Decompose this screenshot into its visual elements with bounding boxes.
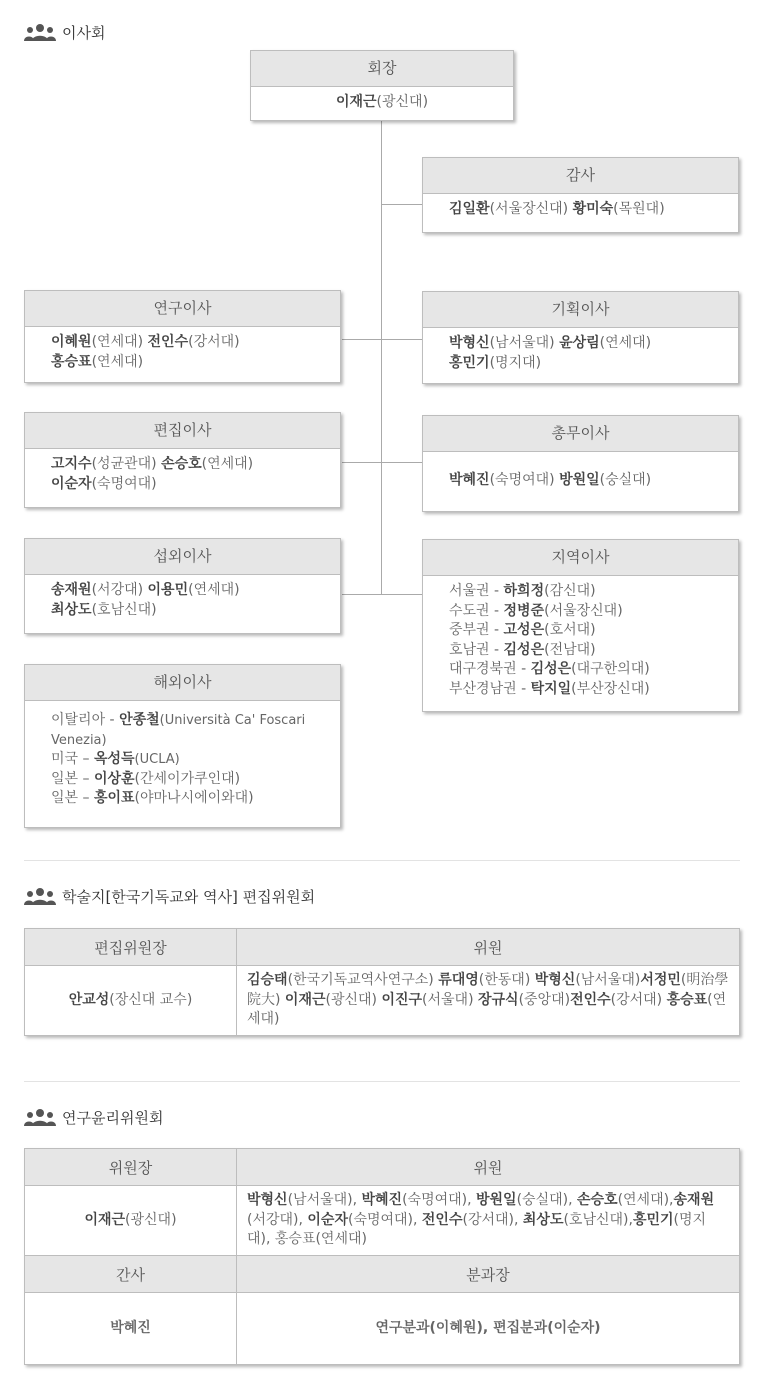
journal-head-column: 편집위원장	[25, 929, 237, 966]
member-affiliation: (明治學院大)	[247, 972, 729, 1008]
member-affiliation: (연세대)	[247, 991, 727, 1028]
member-affiliation: 이탈리아 -	[51, 712, 120, 728]
member-affiliation: (숙명여대),	[347, 1211, 422, 1228]
member-line	[51, 581, 340, 601]
group-icon	[24, 887, 56, 905]
member-name: 이진구	[381, 991, 423, 1008]
member-affiliation: (광신대)	[125, 1211, 177, 1228]
member-name: 송재원	[673, 1192, 715, 1209]
journal-members-column: 위원	[237, 929, 740, 966]
ethics-title: 연구윤리위원회	[62, 1108, 164, 1127]
ethics-members-column: 위원	[237, 1149, 740, 1186]
member-line	[247, 1192, 674, 1208]
member-name: 방원일	[476, 1192, 517, 1209]
member-name: 이재근	[284, 991, 326, 1008]
editing-general-connector	[342, 462, 422, 463]
journal-title: 학술지[한국기독교와 역사] 편집위원회	[62, 887, 316, 906]
member-line	[449, 602, 738, 622]
member-affiliation: (광신대)	[376, 94, 429, 110]
journal-section-title	[24, 886, 315, 906]
member-name: 이재근	[84, 1211, 126, 1228]
member-affiliation: (광신대)	[325, 991, 382, 1008]
member-name: 서정민	[640, 972, 681, 989]
regional-director-body	[423, 576, 738, 705]
member-affiliation: (남서울대)	[575, 972, 641, 989]
ethics-head-cell	[25, 1186, 237, 1256]
member-affiliation: 서울권 -	[449, 583, 504, 599]
member-name: 김성은	[530, 661, 572, 677]
member-affiliation: 대구경북권 -	[449, 661, 531, 677]
member-name: 최상도	[522, 1211, 564, 1228]
ethics-members-cell	[237, 1186, 740, 1256]
member-name: 홍승표	[51, 353, 92, 370]
org-trunk-line	[381, 121, 382, 594]
member-name: 고지수	[51, 456, 92, 472]
member-affiliation: (서울장신대)	[489, 201, 573, 217]
member-affiliation: 일본 –	[51, 790, 94, 806]
member-affiliation: (한국기독교역사연구소)	[287, 972, 439, 989]
member-affiliation: (목원대)	[613, 201, 665, 217]
overseas-director-body	[25, 701, 340, 815]
member-name: 류대영	[438, 972, 479, 989]
member-affiliation: (숙명여대)	[91, 475, 157, 492]
board-section-title	[24, 22, 105, 42]
member-line	[449, 334, 738, 354]
member-name: 이용민	[147, 582, 189, 598]
member-affiliation: (서강대),	[247, 1211, 308, 1228]
member-affiliation: (연세대)	[91, 334, 148, 350]
member-name: 홍민기	[449, 354, 490, 371]
member-name: 탁지일	[530, 680, 572, 697]
member-line	[449, 200, 738, 220]
member-name: 이순자	[307, 1211, 348, 1228]
section-divider	[24, 1081, 740, 1082]
member-line	[51, 711, 326, 750]
member-name: 박혜진	[361, 1192, 403, 1209]
member-name: 장규식	[477, 991, 519, 1008]
member-affiliation: (강서대)	[188, 334, 240, 350]
member-affiliation: (연세대),	[617, 1192, 674, 1209]
member-line	[247, 972, 640, 988]
journal-committee-table	[24, 928, 740, 1036]
member-affiliation: (전남대)	[544, 641, 596, 658]
member-name: 이상훈	[93, 770, 135, 787]
member-affiliation: (숭실대),	[516, 1192, 577, 1209]
member-affiliation: (성균관대)	[91, 456, 162, 472]
planning-director-heading: 기획이사	[423, 292, 738, 328]
member-line	[449, 354, 738, 374]
member-line	[51, 455, 340, 475]
member-line	[51, 770, 326, 790]
chairman-box	[250, 50, 514, 121]
member-affiliation: (장신대 교수)	[109, 991, 193, 1008]
ethics-committee-table	[24, 1148, 740, 1365]
member-affiliation: 중부권 -	[449, 622, 504, 638]
ethics-subcommittee-cell: 연구분과(이혜원), 편집분과(이순자)	[237, 1293, 740, 1365]
member-affiliation: (명지대), 홍승표(연세대)	[247, 1211, 707, 1248]
member-affiliation: (연세대)	[599, 335, 652, 351]
member-affiliation: (서강대)	[91, 582, 148, 598]
member-affiliation: (남서울대)	[489, 335, 560, 351]
member-line	[251, 93, 513, 113]
member-line	[51, 789, 326, 809]
member-affiliation: (호남신대),	[563, 1211, 633, 1228]
external-regional-connector	[342, 594, 422, 595]
board-title: 이사회	[62, 23, 106, 42]
member-name: 손승호	[576, 1192, 618, 1209]
member-line	[449, 582, 738, 602]
member-affiliation: (간세이가쿠인대)	[134, 770, 241, 787]
member-affiliation: (한동대)	[478, 972, 535, 989]
editing-director-box	[24, 412, 341, 508]
member-affiliation: (연세대)	[201, 456, 254, 472]
regional-director-heading: 지역이사	[423, 540, 738, 576]
external-director-heading: 섭외이사	[25, 539, 340, 575]
member-affiliation: 호남권 -	[449, 641, 504, 658]
group-icon	[24, 23, 56, 41]
ethics-secretary-cell: 박혜진	[25, 1293, 237, 1365]
research-planning-connector	[342, 339, 422, 340]
member-name: 김성은	[503, 641, 545, 658]
general-director-heading: 총무이사	[423, 416, 738, 452]
member-name: 박혜진	[449, 472, 490, 488]
overseas-director-box	[24, 664, 341, 828]
member-affiliation: (명지대)	[489, 354, 542, 371]
member-line	[51, 353, 340, 373]
member-affiliation: (UCLA)	[134, 752, 180, 767]
journal-members-cell	[237, 966, 740, 1036]
member-affiliation: (남서울대),	[287, 1192, 362, 1209]
member-affiliation: 수도권 -	[449, 602, 504, 619]
member-affiliation: (숭실대)	[599, 472, 652, 488]
external-director-body	[25, 575, 340, 626]
member-name: 이혜원	[51, 334, 92, 350]
member-line	[51, 475, 340, 495]
member-name: 이순자	[51, 475, 92, 492]
member-name: 홍승표	[666, 991, 708, 1008]
member-affiliation: 미국 –	[51, 751, 94, 767]
editing-director-heading: 편집이사	[25, 413, 340, 449]
research-director-heading: 연구이사	[25, 291, 340, 327]
member-affiliation: (호남신대)	[91, 601, 157, 618]
member-affiliation: (야마나시에이와대)	[134, 790, 254, 806]
overseas-director-heading: 해외이사	[25, 665, 340, 701]
member-affiliation: (감신대)	[544, 583, 596, 599]
journal-head-cell	[25, 966, 237, 1036]
member-line	[51, 333, 340, 353]
ethics-subcommittee-column: 분과장	[237, 1256, 740, 1293]
member-name: 김일환	[449, 201, 490, 217]
member-affiliation: (숙명여대)	[489, 472, 560, 488]
member-affiliation: (숙명여대),	[402, 1192, 476, 1209]
research-director-body	[25, 327, 340, 378]
auditor-connector	[381, 204, 422, 205]
member-name: 전인수	[421, 1211, 463, 1228]
member-affiliation: (부산장신대)	[571, 680, 650, 697]
member-affiliation: (강서대),	[462, 1211, 523, 1228]
regional-director-box	[422, 539, 739, 712]
member-affiliation: (서울대)	[422, 991, 478, 1008]
member-line	[449, 641, 738, 661]
member-line	[449, 660, 738, 680]
member-name: 홍이표	[93, 790, 135, 806]
member-name: 박형신	[449, 335, 490, 351]
member-name: 황미숙	[572, 201, 614, 217]
auditor-heading: 감사	[423, 158, 738, 194]
member-affiliation: (Università Ca' Foscari Venezia)	[51, 713, 306, 748]
member-affiliation: (강서대)	[610, 991, 667, 1008]
member-name: 방원일	[559, 472, 600, 488]
member-name: 박형신	[247, 1192, 288, 1209]
member-affiliation: 일본 –	[51, 770, 94, 787]
general-director-box	[422, 415, 739, 512]
chairman-body	[251, 87, 513, 119]
member-line	[449, 471, 738, 491]
external-director-box	[24, 538, 341, 634]
member-name: 옥성득	[93, 751, 135, 767]
member-name: 홍민기	[632, 1211, 674, 1228]
section-divider	[24, 860, 740, 861]
ethics-secretary-column: 간사	[25, 1256, 237, 1293]
member-name: 정병준	[503, 602, 545, 619]
auditor-box	[422, 157, 739, 233]
member-name: 윤상림	[559, 335, 600, 351]
member-name: 전인수	[147, 334, 189, 350]
planning-director-body	[423, 328, 738, 379]
auditor-body	[423, 194, 738, 226]
member-line	[51, 750, 326, 770]
general-director-body	[423, 452, 738, 497]
member-line	[51, 601, 340, 621]
member-line	[449, 680, 738, 700]
ethics-head-column: 위원장	[25, 1149, 237, 1186]
member-affiliation: (대구한의대)	[571, 661, 650, 677]
editing-director-body	[25, 449, 340, 500]
planning-director-box	[422, 291, 739, 384]
group-icon	[24, 1108, 56, 1126]
member-name: 전인수	[570, 991, 611, 1008]
member-name: 이재근	[335, 94, 377, 110]
chairman-heading: 회장	[251, 51, 513, 87]
member-name: 박형신	[534, 972, 576, 989]
member-affiliation: 부산경남권 -	[449, 680, 531, 697]
member-affiliation: (서울장신대)	[544, 602, 623, 619]
member-name: 안종철	[119, 712, 160, 728]
member-affiliation: (연세대)	[91, 353, 144, 370]
member-affiliation: (중앙대)	[518, 991, 571, 1008]
member-affiliation: (호서대)	[544, 622, 596, 638]
member-name: 하희정	[503, 583, 545, 599]
member-line	[449, 621, 738, 641]
member-name: 손승호	[161, 456, 202, 472]
member-name: 최상도	[51, 601, 92, 618]
member-name: 송재원	[51, 582, 92, 598]
member-name: 고성은	[503, 622, 545, 638]
research-director-box	[24, 290, 341, 383]
ethics-section-title	[24, 1107, 163, 1127]
member-name: 김승태	[247, 972, 288, 989]
member-name: 안교성	[68, 991, 110, 1008]
member-affiliation: (연세대)	[188, 582, 240, 598]
